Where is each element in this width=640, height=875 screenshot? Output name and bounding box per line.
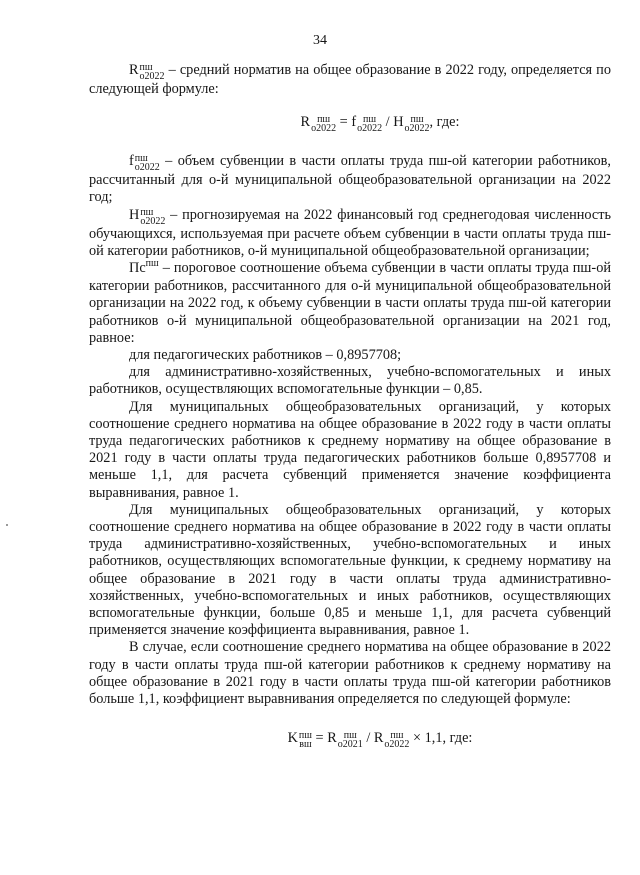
document-body (89, 62, 611, 769)
paragraph-r-definition: R пш о2022 – средний норматив на общее образование в 2022 году, определяется по следующей формуле: (89, 62, 611, 97)
symbol-r-o2022: R пш о2022 (129, 62, 165, 82)
paragraph-pc-definition: $Пс^{пш}$ – пороговое соотношение объема субвенции в части оплаты труда пш-ой категории работников, рассчитанного для о-й муниципальной общеобразовательной организации на 2022 год, к объему субвенции в части оплаты труда пш-ой категории работников о-й муниципальной общеобразовательной организации на 2021 год, равное: (89, 258, 611, 346)
symbol-h-o2022: Н пш о2022 (129, 206, 166, 227)
symbol-pc: $Пс^{пш}$ (129, 258, 159, 277)
paragraph-admin-value: для административно-хозяйственных, учебно-вспомогательных и иных работников, осуществляющих вспомогательные функции – 0,85. (89, 364, 611, 398)
paragraph-h-definition: Н пш о2022 – прогнозируемая на 2022 финансовый год среднегодовая численность обучающихся, используемая при расчете объем субвенции в части оплаты труда пш-ой категории работников, о-й муниципальной общеобразовательной организации; (89, 206, 611, 259)
paragraph-ped-value: для педагогических работников – 0,8957708; (129, 347, 402, 364)
paragraph-f-definition: f пш о2022 – объем субвенции в части оплаты труда пш-ой категории работников, рассчитанный для о-й муниципальной общеобразовательной организации на 2022 год; (89, 153, 611, 206)
scan-artifact-dot (6, 524, 8, 526)
formula-r: R пш о2022 = f пш о2022 / Н пш о2022 , где: (300, 114, 460, 135)
symbol-f-o2022: f пш о2022 (129, 153, 160, 174)
paragraph-case: В случае, если соотношение среднего норматива на общее образование в 2022 году в части оплаты труда пш-ой категории работников к среднему нормативу на общее образование в 2021 году в части оплаты труда пш-ой категории работников больше 1,1, коэффициент выравнивания определяется по следующей формуле: (89, 639, 611, 708)
paragraph-ped-org: Для муниципальных общеобразовательных организаций, у которых соотношение среднего норматива на общее образование в 2022 году в части оплаты труда педагогических работников к среднему нормативу на общее образование в 2021 году в части оплаты труда педагогических работников больше 0,8957708 и меньше 1,1, для расчета субвенций применяется значение коэффициента выравнивания, равное 1. (89, 398, 611, 501)
page-number: 34 (313, 33, 327, 48)
formula-k: K пш вш = R пш о2021 / R пш о2022 × 1,1, где: (287, 730, 473, 751)
paragraph-admin-org: Для муниципальных общеобразовательных организаций, у которых соотношение среднего норматива на общее образование в 2022 году в части оплаты труда административно-хозяйственных, учебно-вспомогательных и иных работников, осуществляющих вспомогательные функции, к среднему нормативу на общее образование в 2021 году в части оплаты труда административно-хозяйственных, учебно-вспомогательных и иных работников, осуществляющих вспомогательные функции, больше 0,85 и меньше 1,1, для расчета субвенций применяется значение коэффициента выравнивания, равное 1. (89, 501, 611, 639)
